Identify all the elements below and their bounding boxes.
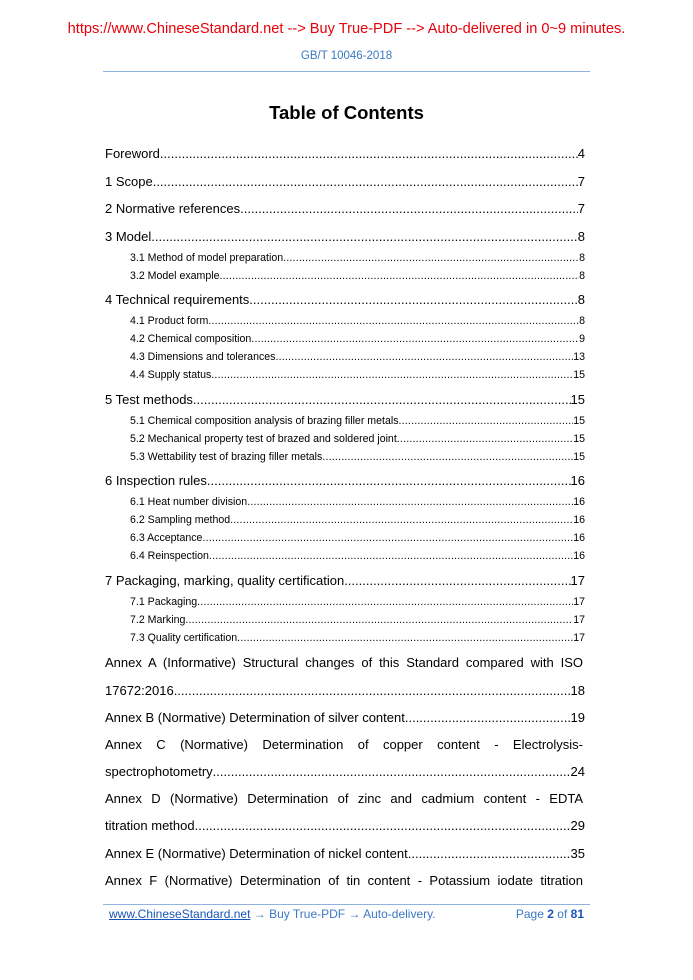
toc-entry-page: 16 [573,514,585,526]
toc-entry-page: 24 [570,764,585,779]
toc-entry-normative-references[interactable] [105,201,585,216]
toc-entry-label: 1 Scope [105,174,153,189]
toc-entry-annex-e[interactable] [105,846,585,861]
toc-entry-6-1[interactable] [130,496,585,508]
toc-entry-page: 17 [573,596,585,608]
toc-entry-label: Annex E (Normative) Determination of nickel content [105,846,408,861]
toc-entry-annex-a[interactable] [105,683,585,698]
toc-annex-c-line1[interactable]: Annex C (Normative) Determination of copper content - Electrolysis- [105,737,583,752]
toc-entry-page: 18 [570,683,585,698]
toc-entry-page: 4 [577,146,585,161]
toc-entry-label: 4.1 Product form [130,315,209,327]
toc-entry-page: 16 [573,550,585,562]
toc-entry-3-1[interactable] [130,252,585,264]
toc-entry-page: 16 [573,532,585,544]
toc-annex-f-line1[interactable]: Annex F (Normative) Determination of tin content - Potassium iodate titration [105,873,583,888]
toc-entry-6-2[interactable] [130,514,585,526]
page-title: Table of Contents [269,102,424,123]
toc-entry-label: 3.2 Model example [130,270,220,282]
toc-entry-label: 6.1 Heat number division [130,496,248,508]
toc-entry-label: 5 Test methods [105,392,193,407]
toc-entry-7-1[interactable] [130,596,585,608]
toc-entry-page: 16 [573,496,585,508]
toc-entry-label: 6.4 Reinspection [130,550,209,562]
toc-entry-label: 7.1 Packaging [130,596,198,608]
footer-text: → Buy True-PDF → Auto-delivery. [250,907,436,921]
toc-entry-5-2[interactable] [130,433,585,445]
toc-entry-label: Foreword [105,146,160,161]
toc-entry-4-1[interactable] [130,315,585,327]
toc-entry-page: 7 [577,174,585,189]
toc-entry-model[interactable] [105,229,585,244]
toc-entry-label: 4.3 Dimensions and tolerances [130,351,276,363]
toc-entry-label: 4 Technical requirements [105,292,250,307]
toc-entry-page: 29 [570,818,585,833]
toc-entry-page: 17 [573,632,585,644]
toc-entry-7-2[interactable] [130,614,585,626]
toc-entry-label: 6.2 Sampling method [130,514,231,526]
toc-entry-5-3[interactable] [130,451,585,463]
toc-entry-page: 35 [570,846,585,861]
toc-entry-4-4[interactable] [130,369,585,381]
toc-entry-annex-c[interactable] [105,764,585,779]
toc-entry-label: 5.1 Chemical composition analysis of brazing filler metals [130,415,399,427]
toc-entry-page: 15 [573,415,585,427]
toc-entry-packaging[interactable] [105,573,585,588]
toc-entry-page: 8 [577,292,585,307]
toc-entry-5-1[interactable] [130,415,585,427]
toc-entry-page: 15 [573,451,585,463]
toc-entry-6-3[interactable] [130,532,585,544]
footer [109,907,584,921]
toc-entry-scope[interactable] [105,174,585,189]
current-page: 2 [547,907,554,921]
standard-code-header: GB/T 10046-2018 [300,50,393,62]
toc-annex-d-line1[interactable]: Annex D (Normative) Determination of zinc and cadmium content - EDTA [105,791,583,806]
toc-entry-page: 16 [570,473,585,488]
toc-entry-label: 7.2 Marking [130,614,186,626]
toc-entry-label: Annex B (Normative) Determination of silver content [105,710,405,725]
toc-entry-page: 15 [573,369,585,381]
toc-entry-page: 15 [570,392,585,407]
toc-annex-a-line1[interactable]: Annex A (Informative) Structural changes of this Standard compared with ISO [105,655,583,670]
toc-entry-label: 4.4 Supply status [130,369,212,381]
toc-entry-label: 6.3 Acceptance [130,532,203,544]
toc-entry-page: 8 [577,229,585,244]
toc-entry-annex-b[interactable] [105,710,585,725]
toc-entry-test-methods[interactable] [105,392,585,407]
toc-entry-page: 8 [579,270,585,282]
toc-entry-page: 17 [570,573,585,588]
toc-entry-page: 9 [579,333,585,345]
toc-entry-label: 6 Inspection rules [105,473,207,488]
toc-entry-page: 15 [573,433,585,445]
toc-entry-page: 13 [573,351,585,363]
toc-entry-label: 2 Normative references [105,201,241,216]
footer-divider [103,904,590,905]
toc-entry-label: 5.3 Wettability test of brazing filler metals [130,451,323,463]
toc-entry-3-2[interactable] [130,270,585,282]
toc-entry-page: 17 [573,614,585,626]
toc-entry-label: 7.3 Quality certification [130,632,238,644]
toc-entry-label: 3 Model [105,229,152,244]
top-banner-link[interactable]: https://www.ChineseStandard.net --> Buy True-PDF --> Auto-delivered in 0~9 minutes. [67,21,626,37]
toc-entry-foreword[interactable] [105,146,585,161]
toc-entry-label: spectrophotometry [105,764,213,779]
toc-entry-label: 7 Packaging, marking, quality certification [105,573,345,588]
toc-entry-label: 3.1 Method of model preparation [130,252,284,264]
toc-entry-label: 4.2 Chemical composition [130,333,252,345]
toc-entry-page: 7 [577,201,585,216]
toc-entry-7-3[interactable] [130,632,585,644]
toc-entry-page: 19 [570,710,585,725]
toc-entry-inspection-rules[interactable] [105,473,585,488]
toc-entry-annex-d[interactable] [105,818,585,833]
toc-entry-page: 8 [579,252,585,264]
toc-entry-label: 17672:2016 [105,683,174,698]
toc-entry-6-4[interactable] [130,550,585,562]
total-pages: 81 [570,907,584,921]
page-indicator: Page 2 of 81 [515,907,584,921]
toc-entry-4-3[interactable] [130,351,585,363]
footer-site-link[interactable]: www.ChineseStandard.net [109,907,251,921]
toc-entry-technical-requirements[interactable] [105,292,585,307]
header-divider [103,71,590,72]
toc-entry-label: titration method [105,818,195,833]
toc-entry-label: 5.2 Mechanical property test of brazed and soldered joint [130,433,397,445]
toc-entry-page: 8 [579,315,585,327]
toc-entry-4-2[interactable] [130,333,585,345]
